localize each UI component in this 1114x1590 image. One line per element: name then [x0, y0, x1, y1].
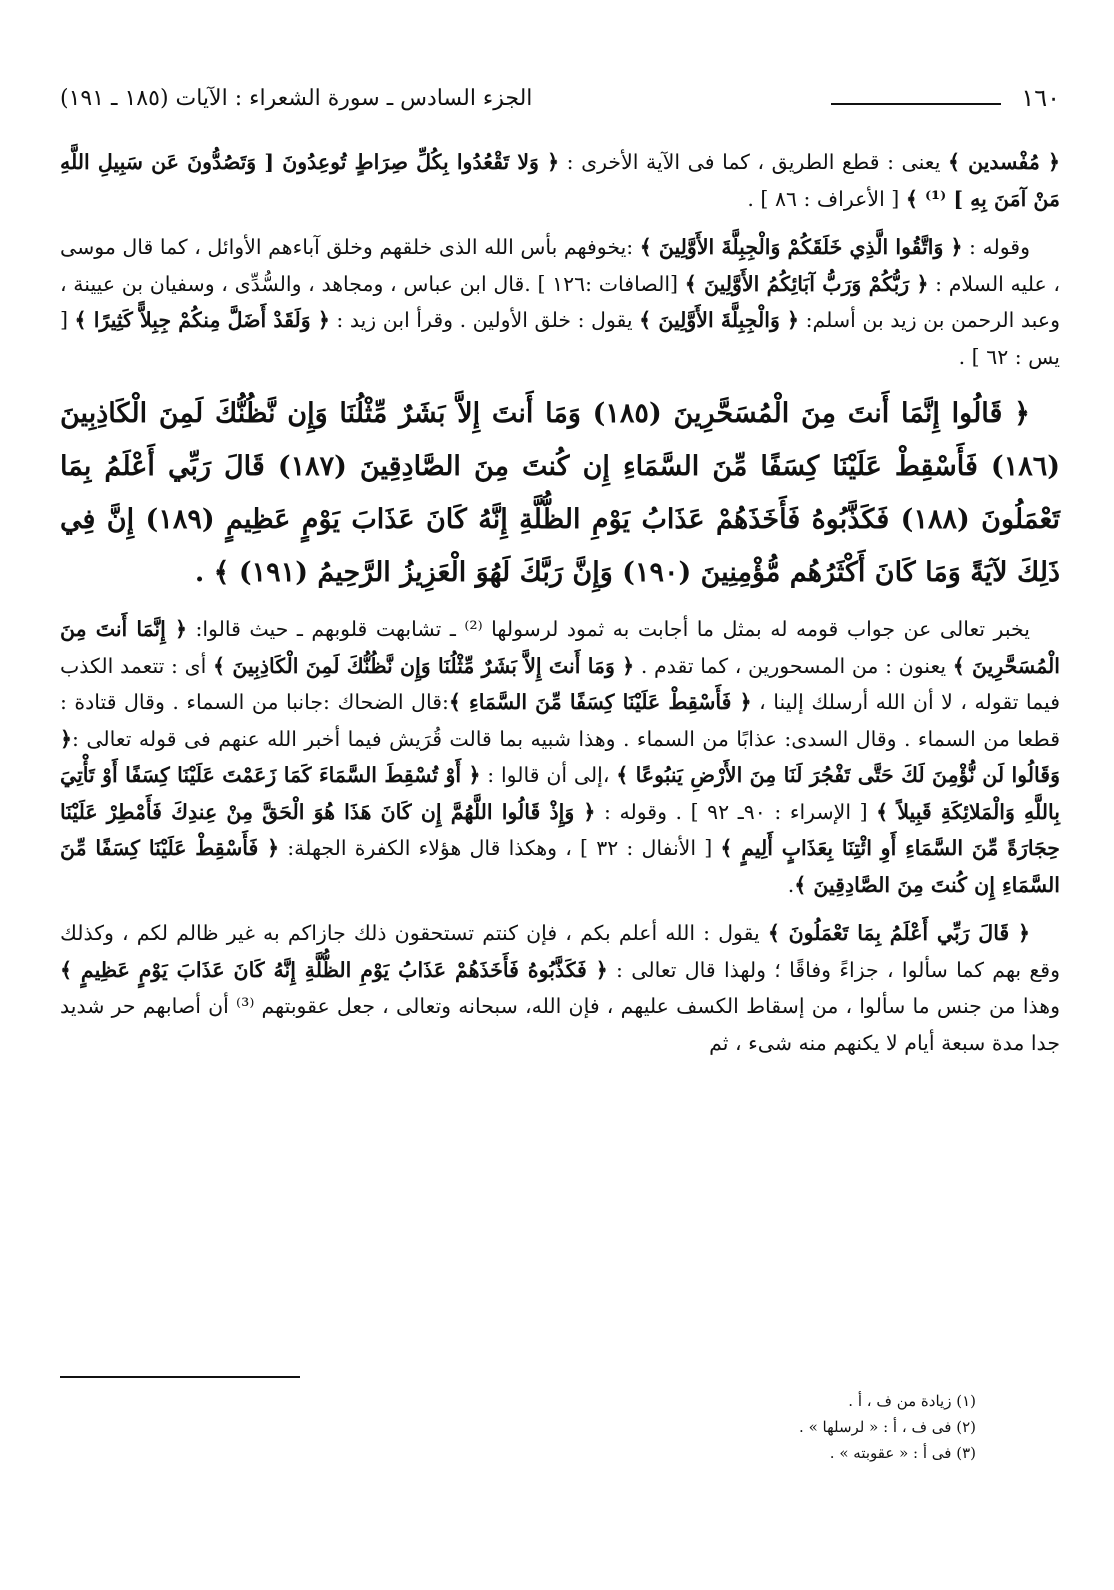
quran-quote: ﴿ وَإِذْ قَالُوا اللَّهُمَّ إِن كَانَ هَذَا هُوَ الْحَقَّ مِنْ عِندِكَ فَأَمْطِرْ عَلَيْنَا حِجَارَةً مِّنَ السَّمَاءِ أَوِ ائْتِنَا بِعَذَابٍ أَلِيمٍ ﴾ — [60, 799, 1060, 860]
commentary-text: [ الأنفال : ٣٢ ] ، وهكذا قال هؤلاء الكفرة الجهلة: — [279, 836, 721, 860]
page-number: ١٦٠ — [1021, 84, 1060, 112]
paragraph-2 — [60, 229, 1060, 375]
footnote-1: (١) زيادة من ف ، أ . — [848, 1392, 976, 1410]
quran-quote: ﴿ أَوْ تُسْقِطَ السَّمَاءَ كَمَا زَعَمْتَ عَلَيْنَا كِسَفًا أَوْ تَأْتِيَ بِاللَّهِ وَالْمَلائِكَةِ قَبِيلاً ﴾ — [60, 763, 1060, 824]
commentary-text: . — [787, 872, 795, 897]
commentary-text: :يخوفهم بأس الله الذى خلقهم وخلق آباءهم الأوائل ، كما قال موسى ، عليه السلام : — [60, 235, 1060, 296]
paragraph-4 — [60, 915, 1060, 1061]
commentary-text: يعنى : قطع الطريق ، كما فى الآية الأخرى : — [559, 150, 948, 174]
commentary-text: ،إلى أن قالوا : — [480, 763, 617, 787]
commentary-text: وهذا من جنس ما سألوا ، من إسقاط الكسف عليهم ، فإن الله، سبحانه وتعالى ، جعل عقوبتهم ⁽³⁾ أن أصابهم حر شديد جدا مدة سبعة أيام لا يكنهم منه شىء ، ثم — [60, 994, 1060, 1055]
header-title: الجزء السادس ـ سورة الشعراء : الآيات (١٨٥ ـ ١٩١) — [60, 85, 533, 111]
commentary-text: يقول : خلق الأولين . وقرأ ابن زيد : — [329, 308, 640, 332]
commentary-text: أى : تتعمد الكذب فيما تقوله ، لا أن الله أرسلك إلينا ، — [60, 653, 1060, 714]
page — [60, 78, 1060, 1061]
quran-quote: ﴿ وَاتَّقُوا الَّذِي خَلَقَكُمْ وَالْجِبِلَّةَ الأَوَّلِينَ ﴾ — [639, 235, 963, 259]
commentary-text: يعنون : من المسحورين ، كما تقدم . — [634, 653, 953, 678]
quran-quote: ﴿ فَكَذَّبُوهُ فَأَخَذَهُمْ عَذَابُ يَوْمِ الظُّلَّةِ إِنَّهُ كَانَ عَذَابَ يَوْمٍ عَظِيمٍ ﴾ — [60, 957, 608, 982]
commentary-text: [الصافات :١٢٦ ] .قال ابن عباس ، ومجاهد ، والسُّدِّى ، وسفيان بن عيينة ، وعبد الرحمن بن زيد بن أسلم: — [60, 271, 1061, 332]
paragraph-1 — [60, 144, 1060, 217]
footnote-2: (٢) فى ف ، أ : « لرسلها » . — [799, 1418, 976, 1436]
quran-quote: ﴿ رَبُّكُمْ وَرَبُّ آبَائِكُمُ الأَوَّلِينَ ﴾ — [684, 271, 929, 296]
quran-quote: ﴿ وَقَالُوا لَن نُّؤْمِنَ لَكَ حَتَّى تَفْجُرَ لَنَا مِنَ الأَرْضِ يَنبُوعًا ﴾ — [60, 726, 1060, 787]
quran-quote: ﴿ وَلَقَدْ أَضَلَّ مِنكُمْ جِبِلاًّ كَثِيرًا ﴾ — [74, 308, 330, 332]
commentary-text: [ الأعراف : ٨٦ ] . — [747, 186, 906, 211]
quran-quote: ﴿ وَلا تَقْعُدُوا بِكُلِّ صِرَاطٍ تُوعِدُونَ [ وَتَصُدُّونَ عَن سَبِيلِ اللَّهِ مَنْ آمَنَ بِهِ ] ⁽¹⁾ ﴾ — [60, 150, 1060, 211]
header-rule — [831, 103, 1001, 105]
quran-quote: ﴿ فَأَسْقِطْ عَلَيْنَا كِسَفًا مِّنَ السَّمَاءِ ﴾ — [448, 690, 752, 714]
footnotes — [799, 1388, 976, 1466]
footnote-3: (٣) فى أ : « عقوبته » . — [829, 1444, 976, 1462]
quran-quote: ﴿ وَمَا أَنتَ إِلاَّ بَشَرٌ مِّثْلُنَا وَإِن نَّظُنُّكَ لَمِنَ الْكَاذِبِينَ ﴾ — [213, 653, 635, 678]
quran-quote: ﴿ إِنَّمَا أَنتَ مِنَ الْمُسَحَّرِينَ ﴾ — [60, 617, 1060, 678]
commentary-text: وقوله : — [962, 235, 1031, 259]
commentary-text: :قال الضحاك :جانبا من السماء . وقال قتادة : قطعا من السماء . وقال السدى: عذابًا من السماء . وهذا شبيه بما قالت قُرَيش فيما أخبر الله عنهم فى قوله تعالى : — [60, 690, 1060, 751]
quran-quote: ﴿ وَالْجِبِلَّةَ الأَوَّلِينَ ﴾ — [639, 308, 800, 332]
running-header — [60, 78, 1060, 118]
commentary-text: [ يس : ٦٢ ] . — [60, 308, 1060, 369]
commentary-text: [ الإسراء : ٩٠ـ ٩٢ ] . وقوله : — [595, 799, 877, 824]
quran-quote: ﴿ فَأَسْقِطْ عَلَيْنَا كِسَفًا مِّنَ السَّمَاءِ إِن كُنتَ مِنَ الصَّادِقِينَ ﴾ — [60, 836, 1060, 897]
commentary-text: يقول : الله أعلم بكم ، فإن كنتم تستحقون ذلك جازاكم به غير ظالم لكم ، وكذلك وقع بهم كما سألوا ، جزاءً وفاقًا ؛ ولهذا قال تعالى : — [60, 921, 1060, 982]
paragraph-3 — [60, 611, 1060, 903]
quran-quote: ﴿ قَالَ رَبِّي أَعْلَمُ بِمَا تَعْمَلُونَ ﴾ — [767, 921, 1030, 945]
quran-verses: ﴿ قَالُوا إِنَّمَا أَنتَ مِنَ الْمُسَحَّرِينَ (١٨٥) وَمَا أَنتَ إِلاَّ بَشَرٌ مِّثْلُنَا وَإِن نَّظُنُّكَ لَمِنَ الْكَاذِبِينَ (١٨٦) فَأَسْقِطْ عَلَيْنَا كِسَفًا مِّنَ السَّمَاءِ إِن كُنتَ مِنَ الصَّادِقِينَ (١٨٧) قَالَ رَبِّي أَعْلَمُ بِمَا تَعْمَلُونَ (١٨٨) فَكَذَّبُوهُ فَأَخَذَهُمْ عَذَابُ يَوْمِ الظُّلَّةِ إِنَّهُ كَانَ عَذَابَ يَوْمٍ عَظِيمٍ (١٨٩) إِنَّ فِي ذَلِكَ لآيَةً وَمَا كَانَ أَكْثَرُهُم مُّؤْمِنِينَ (١٩٠) وَإِنَّ رَبَّكَ لَهُوَ الْعَزِيزُ الرَّحِيمُ (١٩١) ﴾ . — [60, 398, 1060, 588]
quran-quote: ﴿ مُفْسدين ﴾ — [947, 150, 1060, 174]
footnote-divider — [60, 1376, 300, 1378]
commentary-text: يخبر تعالى عن جواب قومه له بمثل ما أجابت به ثمود لرسولها ⁽²⁾ ـ تشابهت قلوبهم ـ حيث قالوا: — [186, 617, 1030, 641]
